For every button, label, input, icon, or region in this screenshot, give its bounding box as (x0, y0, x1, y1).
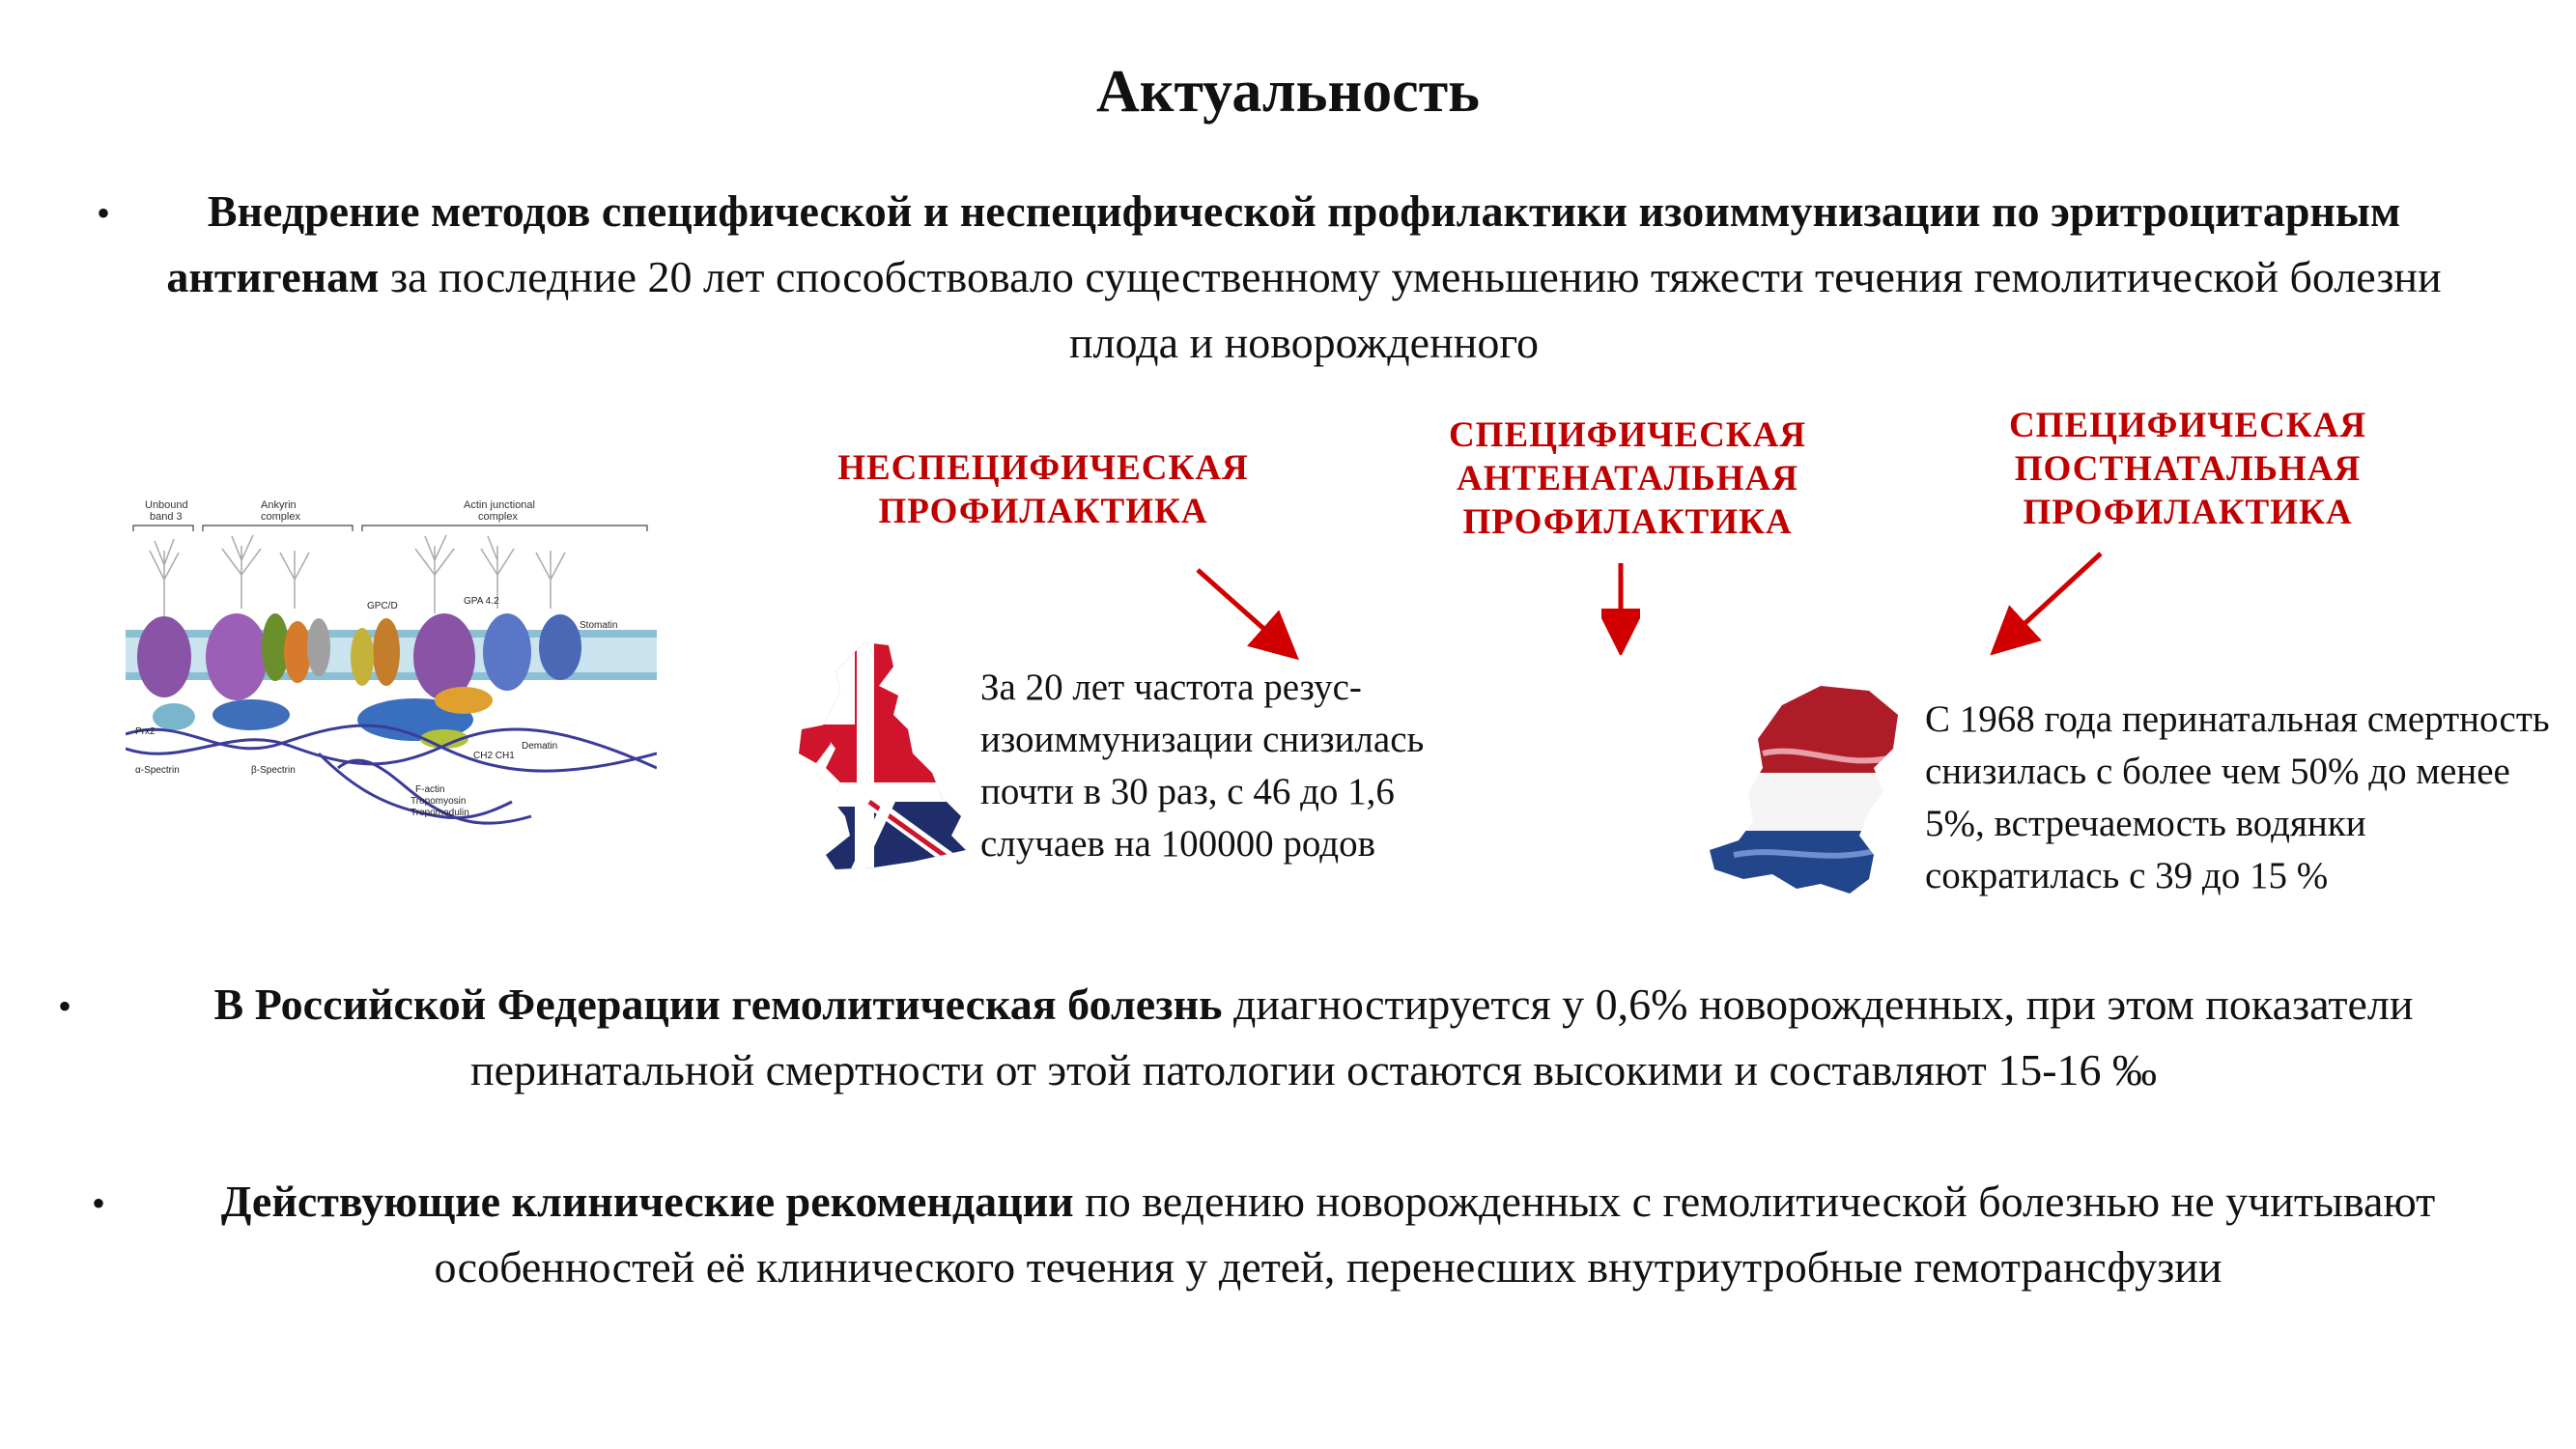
arrow-to-nl-icon (1985, 546, 2110, 657)
nl-caption: С 1968 года перинатальная смертность снизилась с более чем 50% до менее 5%, встречаемость водянки сократилась с 39 до 15 % (1925, 698, 2550, 896)
bullet-text (97, 972, 2531, 1103)
membrane-label: band 3 (150, 511, 183, 523)
bullet-russia (58, 972, 2531, 1103)
membrane-label: Dematin (522, 741, 558, 752)
bullet-text (130, 1169, 2526, 1300)
slide-title: Актуальность (1096, 59, 1480, 125)
membrane-label: Prx2 (135, 726, 156, 737)
uk-caption: За 20 лет частота резус-изоиммунизации снизилась почти в 30 раз, с 46 до 1,6 случаев на 100000 родов (980, 667, 1425, 865)
membrane-label: GPA 4.2 (464, 596, 499, 607)
bullet-marker: • (97, 191, 111, 235)
bullet-guidelines (92, 1169, 2526, 1300)
membrane-label: Unbound (145, 499, 188, 511)
bullet-bold: В Российской Федерации гемолитическая болезнь (213, 980, 1223, 1029)
bullet-intro (97, 179, 2453, 376)
bullet-rest: диагностируется у 0,6% новорожденных, при этом показатели перинатальной смертности от этой патологии остаются высокими и составляют 15-16 ‰ (469, 980, 2414, 1094)
membrane-label: complex (478, 511, 518, 523)
rbc-membrane-diagram-icon (126, 493, 657, 850)
netherlands-flag-map-icon (1705, 676, 1912, 903)
bullet-marker: • (92, 1181, 106, 1225)
bullet-bold: Действующие клинические рекомендации (220, 1177, 1074, 1226)
arrow-antenatal-icon (1601, 558, 1640, 655)
label-nonspecific: НЕСПЕЦИФИЧЕСКАЯ ПРОФИЛАКТИКА (837, 448, 1249, 531)
label-postnatal: СПЕЦИФИЧЕСКАЯ ПОСТНАТАЛЬНАЯ ПРОФИЛАКТИКА (2008, 406, 2367, 532)
uk-flag-map-icon (797, 638, 971, 874)
label-antenatal: СПЕЦИФИЧЕСКАЯ АНТЕНАТАЛЬНАЯ ПРОФИЛАКТИКА (1448, 415, 1807, 542)
bullet-marker: • (58, 984, 72, 1028)
membrane-label: α-Spectrin (135, 765, 180, 776)
bullet-text (155, 179, 2453, 376)
membrane-label: complex (261, 511, 300, 523)
bullet-bold: Внедрение методов специфической и неспецифической профилактики изоиммунизации по эритроцитарным антигенам (166, 186, 2401, 301)
bullet-rest: по ведению новорожденных с гемолитической болезнью не учитывают особенностей её клинического течения у детей, перенесших внутриутробные гемотрансфузии (434, 1177, 2436, 1292)
membrane-label: Tropomodulin (410, 808, 469, 818)
membrane-label: Tropomyosin (410, 796, 467, 807)
membrane-label: Actin junctional (464, 499, 535, 511)
membrane-label: Ankyrin (261, 499, 297, 511)
arrow-to-uk-icon (1188, 560, 1304, 667)
membrane-label: CH2 CH1 (473, 751, 515, 761)
membrane-label: GPC/D (367, 601, 398, 611)
bullet-rest: за последние 20 лет способствовало существенному уменьшению тяжести течения гемолитической болезни плода и новорожденного (379, 252, 2442, 367)
membrane-label: β-Spectrin (251, 765, 296, 776)
membrane-label: F-actin (415, 784, 445, 795)
membrane-label: Stomatin (580, 620, 618, 631)
